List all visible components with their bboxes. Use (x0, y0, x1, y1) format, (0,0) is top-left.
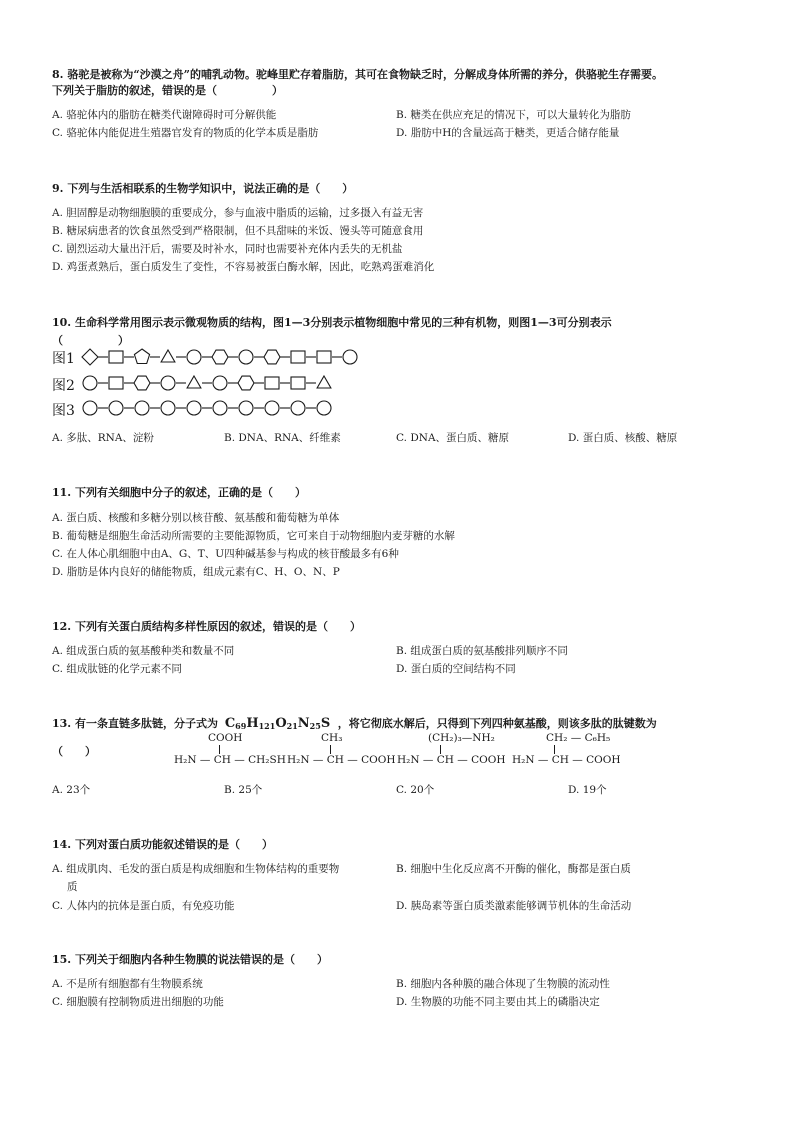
q13-option-b[interactable]: B. 25个 (224, 784, 263, 796)
q8-option-c[interactable]: C. 骆驼体内能促进生殖器官发育的物质的化学本质是脂肪 (52, 127, 319, 139)
q13-stem-pre: 13. 有一条直链多肽链，分子式为 (52, 717, 218, 730)
fig3-monomer-circle (265, 401, 279, 415)
aa1-bond (219, 745, 220, 754)
aa3-main-chain: H₂N — CH — COOH (397, 754, 506, 766)
q8-option-d[interactable]: D. 脂肪中H的含量远高于糖类，更适合储存能量 (396, 127, 620, 139)
fig3-monomer-circle (83, 401, 97, 415)
fig2-monomer-circle (213, 376, 227, 390)
q10-stem-line2: （ ） (52, 334, 129, 347)
q11-option-b[interactable]: B. 葡萄糖是细胞生命活动所需要的主要能源物质，它可来自于动物细胞内麦芽糖的水解 (52, 530, 455, 542)
aa1-main-chain: H₂N — CH — CH₂SH (174, 754, 286, 766)
q12-option-b[interactable]: B. 组成蛋白质的氨基酸排列顺序不同 (396, 645, 568, 657)
q12-option-d[interactable]: D. 蛋白质的空间结构不同 (396, 663, 516, 675)
q13-option-d[interactable]: D. 19个 (568, 784, 607, 796)
q13-stem-post: ，将它彻底水解后，只得到下列四种氨基酸，则该多肽的肽键数为 (337, 717, 657, 730)
fig2-monomer-square (265, 377, 279, 389)
aa2-bond (330, 745, 331, 754)
q11-option-d[interactable]: D. 脂肪是体内良好的储能物质，组成元素有C、H、O、N、P (52, 566, 340, 578)
q9-option-c[interactable]: C. 剧烈运动大量出汗后，需要及时补水，同时也需要补充体内丢失的无机盐 (52, 243, 403, 255)
q14-option-a-cont[interactable]: 质 (67, 881, 78, 893)
fig2-monomer-hexagon (238, 376, 254, 390)
q9-option-a[interactable]: A. 胆固醇是动物细胞膜的重要成分，参与血液中脂质的运输，过多摄入有益无害 (52, 207, 424, 219)
fig1-monomer-square (291, 351, 305, 363)
aa3-side-group: (CH₂)₃—NH₂ (428, 732, 495, 744)
fig3-monomer-circle (135, 401, 149, 415)
q9-option-d[interactable]: D. 鸡蛋煮熟后，蛋白质发生了变性，不容易被蛋白酶水解，因此，吃熟鸡蛋难消化 (52, 261, 435, 273)
q15-option-a[interactable]: A. 不是所有细胞都有生物膜系统 (52, 978, 203, 990)
q11-option-a[interactable]: A. 蛋白质、核酸和多糖分别以核苷酸、氨基酸和葡萄糖为单体 (52, 512, 340, 524)
fig1-monomer-diamond (82, 349, 98, 365)
q13-stem (52, 715, 657, 731)
q10-option-b[interactable]: B. DNA、RNA、纤维素 (224, 432, 341, 444)
fig2-monomer-circle (161, 376, 175, 390)
q10-option-c[interactable]: C. DNA、蛋白质、糖原 (396, 432, 510, 444)
fig1-monomer-triangle (161, 350, 175, 362)
aa4-bond (554, 745, 555, 754)
q8-option-a[interactable]: A. 骆驼体内的脂肪在糖类代谢障碍时可分解供能 (52, 109, 277, 121)
aa4-main-chain: H₂N — CH — COOH (512, 754, 621, 766)
q15-option-d[interactable]: D. 生物膜的功能不同主要由其上的磷脂决定 (396, 996, 600, 1008)
q14-option-a[interactable]: A. 组成肌肉、毛发的蛋白质是构成细胞和生物体结构的重要物 (52, 863, 340, 875)
aa3-bond (440, 745, 441, 754)
fig2-monomer-square (291, 377, 305, 389)
q12-option-c[interactable]: C. 组成肽链的化学元素不同 (52, 663, 182, 675)
fig3-label: 图3 (52, 403, 75, 419)
q11-stem: 11. 下列有关细胞中分子的叙述，正确的是（ ） (52, 486, 306, 499)
fig3-monomer-circle (291, 401, 305, 415)
fig1-monomer-hexagon (212, 350, 228, 364)
q8-stem-line2: 下列关于脂肪的叙述，错误的是（ ） (52, 84, 283, 97)
q13-stem-line2: （ ） (52, 745, 96, 758)
q12-stem: 12. 下列有关蛋白质结构多样性原因的叙述，错误的是（ ） (52, 620, 361, 633)
fig3-monomer-circle (109, 401, 123, 415)
aa2-side-group: CH₃ (321, 732, 343, 744)
q10-option-d[interactable]: D. 蛋白质、核酸、糖原 (568, 432, 678, 444)
q13-option-a[interactable]: A. 23个 (52, 784, 91, 796)
fig1-monomer-pentagon (134, 349, 149, 364)
aa2-main-chain: H₂N — CH — COOH (287, 754, 396, 766)
q10-stem-line1: 10. 生命科学常用图示表示微观物质的结构，图1—3分别表示植物细胞中常见的三种有机物，则图1—3可分别表示 (52, 316, 612, 329)
fig3-monomer-circle (187, 401, 201, 415)
fig2-monomer-triangle (187, 376, 201, 388)
q14-stem: 14. 下列对蛋白质功能叙述错误的是（ ） (52, 838, 273, 851)
fig2-monomer-circle (83, 376, 97, 390)
q9-option-b[interactable]: B. 糖尿病患者的饮食虽然受到严格限制，但不具甜味的米饭、馒头等可随意食用 (52, 225, 424, 237)
aa1-side-group: COOH (208, 732, 243, 744)
fig1-label: 图1 (52, 351, 75, 367)
fig1-monomer-square (317, 351, 331, 363)
q15-stem: 15. 下列关于细胞内各种生物膜的说法错误的是（ ） (52, 953, 328, 966)
q8-option-b[interactable]: B. 糖类在供应充足的情况下，可以大量转化为脂肪 (396, 109, 631, 121)
fig3-monomer-circle (239, 401, 253, 415)
fig1-monomer-square (109, 351, 123, 363)
fig3-monomer-circle (213, 401, 227, 415)
q11-option-c[interactable]: C. 在人体心肌细胞中由A、G、T、U四种碱基参与构成的核苷酸最多有6种 (52, 548, 399, 560)
q14-option-d[interactable]: D. 胰岛素等蛋白质类激素能够调节机体的生命活动 (396, 900, 632, 912)
fig1-monomer-circle (187, 350, 201, 364)
fig3-monomer-circle (161, 401, 175, 415)
q15-option-c[interactable]: C. 细胞膜有控制物质进出细胞的功能 (52, 996, 224, 1008)
fig3-monomer-circle (317, 401, 331, 415)
q10-option-a[interactable]: A. 多肽、RNA、淀粉 (52, 432, 154, 444)
aa4-side-group: CH₂ — C₆H₅ (546, 732, 611, 744)
q12-option-a[interactable]: A. 组成蛋白质的氨基酸种类和数量不同 (52, 645, 235, 657)
fig2-monomer-hexagon (134, 376, 150, 390)
fig1-monomer-hexagon (264, 350, 280, 364)
q15-option-b[interactable]: B. 细胞内各种膜的融合体现了生物膜的流动性 (396, 978, 610, 990)
q13-formula: $C_{69}H_{121}O_{21}N_{25}S$ (224, 716, 331, 731)
q13-option-c[interactable]: C. 20个 (396, 784, 435, 796)
q9-stem: 9. 下列与生活相联系的生物学知识中，说法正确的是（ ） (52, 182, 354, 195)
fig1-monomer-circle (239, 350, 253, 364)
fig1-monomer-circle (343, 350, 357, 364)
q14-option-c[interactable]: C. 人体内的抗体是蛋白质，有免疫功能 (52, 900, 235, 912)
q8-stem-line1: 8. 骆驼是被称为“沙漠之舟”的哺乳动物。驼峰里贮存着脂肪，其可在食物缺乏时，分解成身体所需的养分，供骆驼生存需要。 (52, 68, 663, 81)
fig2-label: 图2 (52, 378, 75, 394)
q14-option-b[interactable]: B. 细胞中生化反应离不开酶的催化，酶都是蛋白质 (396, 863, 631, 875)
fig2-monomer-triangle (317, 376, 331, 388)
fig2-monomer-square (109, 377, 123, 389)
